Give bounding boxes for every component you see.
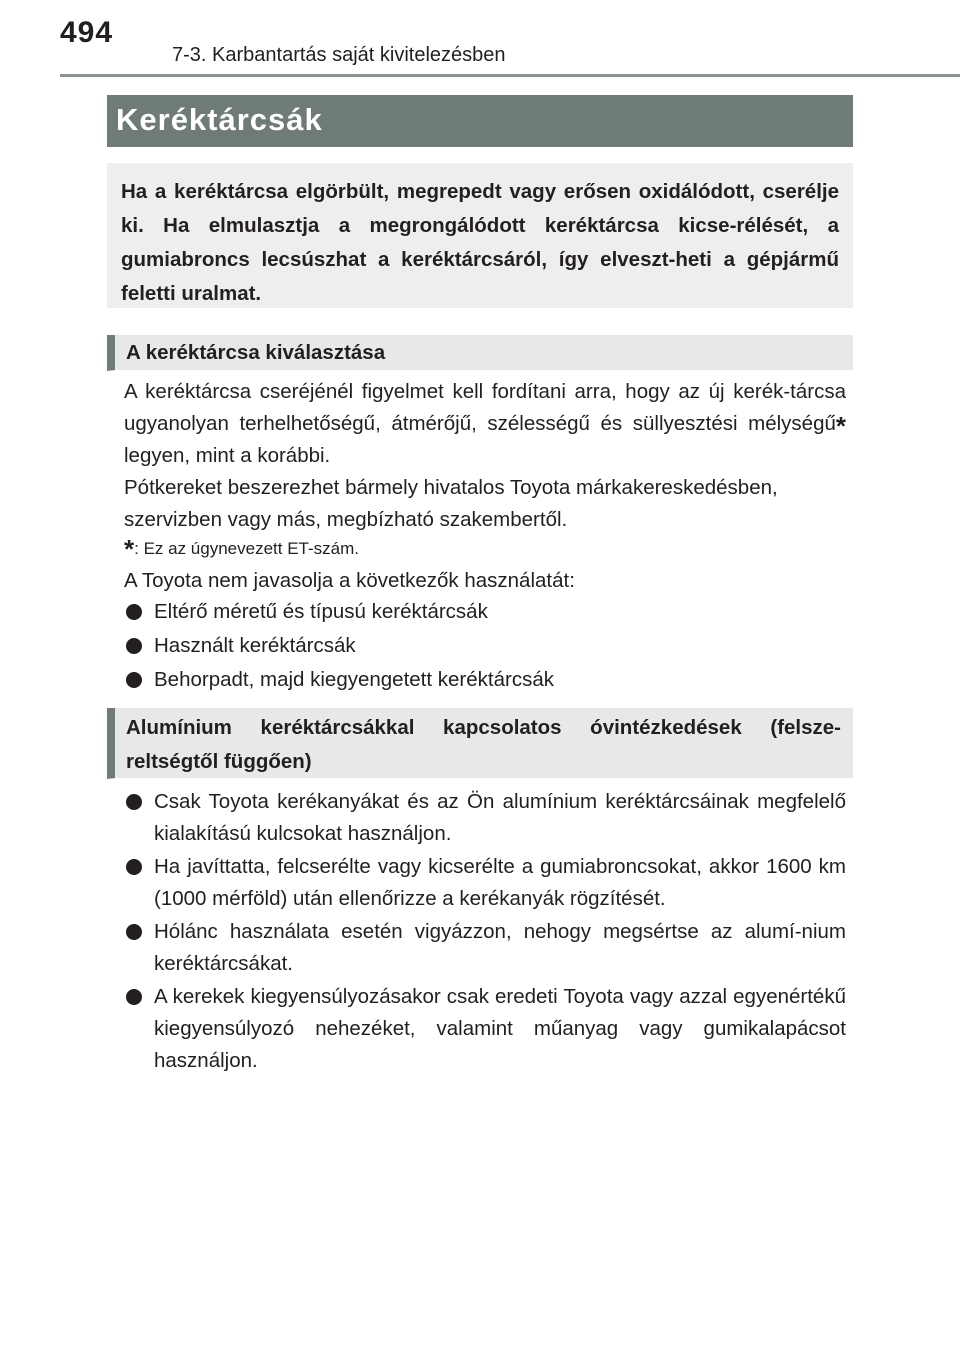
page-title: Keréktárcsák bbox=[116, 102, 323, 137]
list-item bbox=[124, 630, 846, 662]
selection-paragraph-1-text: A keréktárcsa cseréjénél figyelmet kell fordítani arra, hogy az új kerék-tárcsa ugyanolyan terhelhetőségű, átmérőjű, szélességű és süllyesztési mélységű bbox=[124, 380, 846, 435]
section-label: 7-3. Karbantartás saját kivitelezésben bbox=[172, 44, 506, 66]
subheading-selection bbox=[107, 335, 853, 371]
list-item-text: Használt keréktárcsák bbox=[154, 634, 356, 657]
bullet-icon bbox=[126, 989, 142, 1005]
list-item-text: Eltérő méretű és típusú keréktárcsák bbox=[154, 600, 488, 623]
footnote bbox=[124, 530, 359, 564]
bullet-icon bbox=[126, 604, 142, 620]
header-divider bbox=[60, 74, 960, 77]
list-item bbox=[124, 916, 846, 980]
subheading-aluminium-text: Alumínium keréktárcsákkal kapcsolatos óvintézkedések (felsze-reltségtől függően) bbox=[126, 716, 841, 773]
aluminium-precautions-list bbox=[124, 786, 846, 1078]
list-item-text: A kerekek kiegyensúlyozásakor csak eredeti Toyota vagy azzal egyenértékű kiegyensúlyozó nehezéket, valamint műanyag vagy gumikalapácsot használjon. bbox=[154, 985, 846, 1072]
page-header bbox=[0, 0, 960, 80]
footnote-text: : Ez az úgynevezett ET-szám. bbox=[134, 539, 359, 558]
warning-box bbox=[107, 163, 853, 308]
bullet-icon bbox=[126, 672, 142, 688]
list-item-text: Hólánc használata esetén vigyázzon, nehogy megsértse az alumí-nium keréktárcsákat. bbox=[154, 920, 846, 975]
list-item bbox=[124, 664, 846, 696]
title-bar bbox=[107, 95, 853, 147]
list-item bbox=[124, 596, 846, 628]
footnote-star: * bbox=[124, 534, 135, 564]
selection-paragraph-1 bbox=[124, 376, 846, 472]
list-item-text: Ha javíttatta, felcserélte vagy kicserélte a gumiabroncsokat, akkor 1600 km (1000 mérföld) után ellenőrizze a kerékanyák rögzítését. bbox=[154, 855, 846, 910]
subheading-selection-text: A keréktárcsa kiválasztása bbox=[126, 341, 386, 364]
bullet-icon bbox=[126, 638, 142, 654]
bullet-icon bbox=[126, 924, 142, 940]
warning-text: Ha a keréktárcsa elgörbült, megrepedt vagy erősen oxidálódott, cserélje ki. Ha elmulasztja a megrongálódott keréktárcsa kicse-rélését, a gumiabroncs lecsúszhat a keréktárcsáról, így elveszt-heti a gépjármű feletti uralmat. bbox=[121, 180, 839, 305]
list-item bbox=[124, 981, 846, 1077]
list-item-text: Behorpadt, majd kiegyengetett keréktárcsák bbox=[154, 668, 554, 691]
footnote-marker: * bbox=[835, 411, 846, 441]
selection-paragraph-1-end: legyen, mint a korábbi. bbox=[124, 444, 331, 467]
not-recommended-list bbox=[124, 596, 846, 698]
subheading-aluminium bbox=[107, 708, 853, 779]
page-number: 494 bbox=[60, 16, 114, 49]
list-item-text: Csak Toyota kerékanyákat és az Ön alumínium keréktárcsáinak megfelelő kialakítású kulcsokat használjon. bbox=[154, 790, 846, 845]
bullet-icon bbox=[126, 794, 142, 810]
not-recommended-intro: A Toyota nem javasolja a következők használatát: bbox=[124, 569, 575, 592]
list-item bbox=[124, 786, 846, 850]
selection-paragraph-2: Pótkereket beszerezhet bármely hivatalos Toyota márkakereskedésben, szervizben vagy más, megbízható szakembertől. bbox=[124, 476, 778, 531]
bullet-icon bbox=[126, 859, 142, 875]
list-item bbox=[124, 851, 846, 915]
